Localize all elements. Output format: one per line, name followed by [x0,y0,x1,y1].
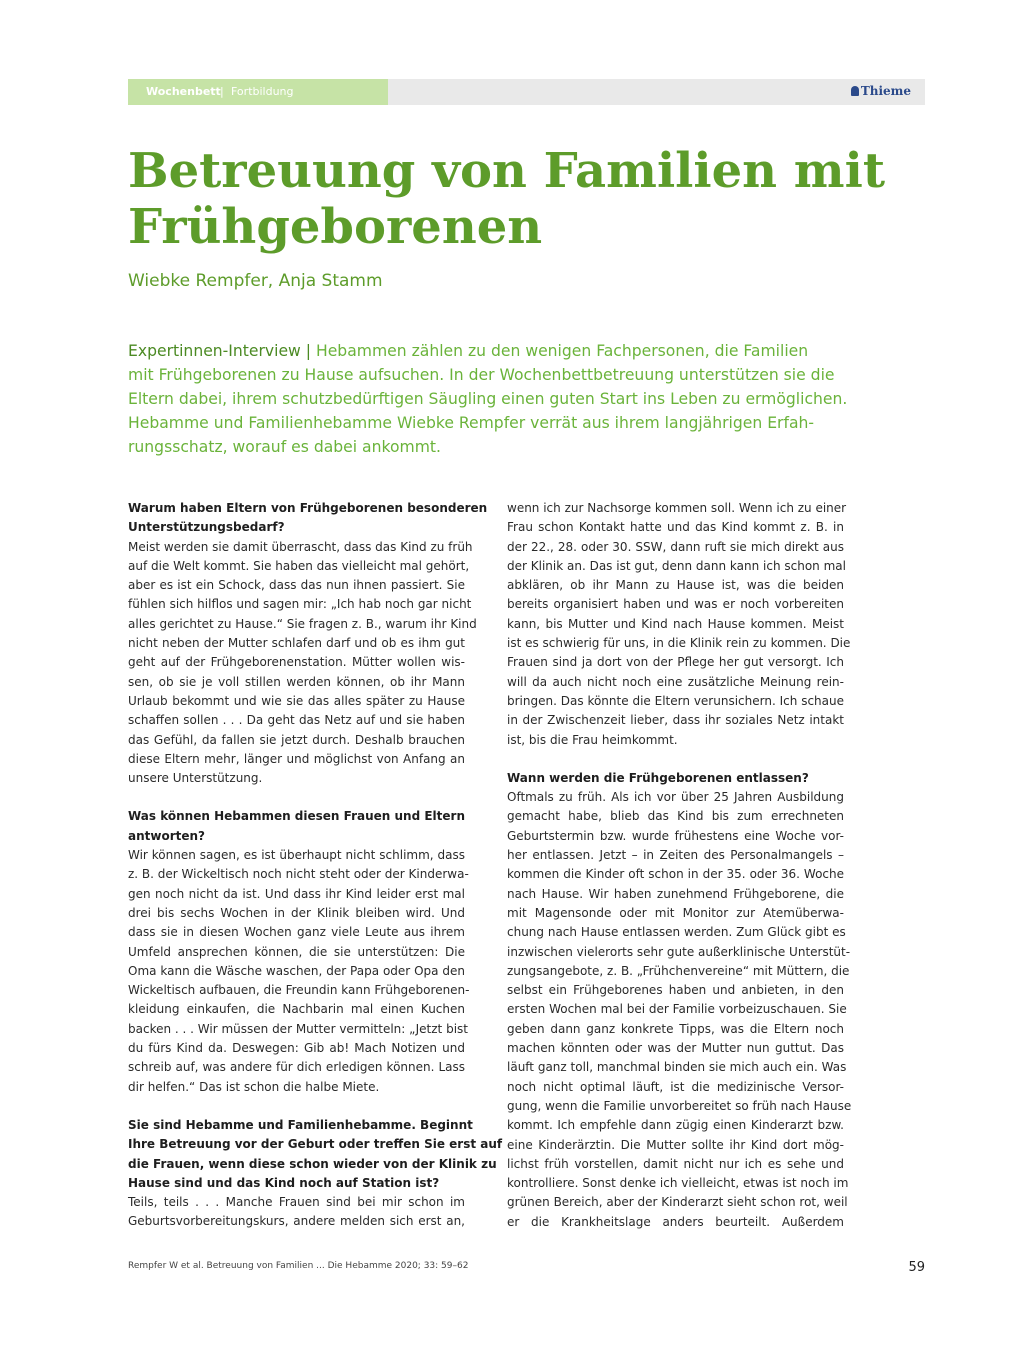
body-text-line: Oma kann die Wäsche waschen, der Papa oder Opa den [128,963,465,978]
section-label: Wochenbett [146,85,221,98]
body-text-line: ist es schwierig für uns, in die Klinik rein zu kommen. Die [507,636,851,651]
interview-question-line: Ihre Betreuung vor der Geburt oder treffen Sie erst auf [128,1137,503,1152]
thieme-logo-icon [851,86,859,96]
body-text-line: gung, wenn die Familie unvorbereitet so früh nach Hause [507,1098,852,1113]
body-text-line: Oftmals zu früh. Als ich vor über 25 Jahren Ausbildung [507,790,844,805]
section-banner [128,79,388,105]
body-column-right [507,499,852,1232]
body-text-line: bringen. Das könnte die Eltern verunsichern. Ich schaue [507,693,844,708]
interview-question-line: Warum haben Eltern von Frühgeborenen besonderen [128,501,488,515]
body-text-line: das Gefühl, da fallen sie jetzt durch. Deshalb brauchen [128,732,465,747]
journal-header-bar [128,79,925,105]
body-text-line: Umfeld ansprechen können, die sie unterstützen: Die [128,944,465,959]
body-text-line: Teils, teils . . . Manche Frauen sind bei mir schon im [128,1195,465,1210]
body-text-line: Urlaub bekommt und wie sie das alles später zu Hause [128,693,465,708]
interview-question-line: antworten? [128,828,206,843]
publisher-name: Thieme [860,84,911,98]
body-text-line: Geburtstermin bzw. wurde frühestens eine Woche vor- [507,828,844,843]
abstract-line-2: mit Frühgeborenen zu Hause aufsuchen. In der Wochenbettbetreuung unterstützen sie die [128,366,835,384]
publisher-logo [851,84,911,98]
body-text-line: noch nicht optimal läuft, ist die medizinische Versor- [507,1079,844,1094]
body-text-line: er die Krankheitslage anders beurteilt. Außerdem [507,1214,844,1229]
body-text-line: sen, ob sie je voll stillen werden können, ob ihr Mann [128,674,465,689]
body-text-line: kann, bis Mutter und Kind nach Hause kommen. Meist [507,616,844,631]
body-text-line: Geburtsvorbereitungskurs, andere melden sich erst an, [128,1214,465,1229]
page-number: 59 [908,1260,925,1275]
title-line-1: Betreuung von Familien mit [128,143,885,199]
interview-question-line: Was können Hebammen diesen Frauen und Eltern [128,809,466,824]
body-column-left [128,499,503,1232]
body-text-line: nach Hause. Wir haben zunehmend Frühgeborene, die [507,886,844,901]
body-text-line: schreib auf, was andere für dich erledigen können. Lass [128,1060,465,1075]
body-text-line: kommen die Kinder oft schon in der 35. oder 36. Woche [507,867,844,882]
article-title [128,143,928,255]
body-text-line: eine Kinderärztin. Die Mutter sollte ihr Kind dort mög- [507,1137,844,1152]
body-text-line: backen . . . Wir müssen der Mutter vermitteln: „Jetzt bist [128,1021,468,1036]
body-text-line: auf die Welt kommt. Sie haben das vielleicht mal gehört, [128,558,470,573]
body-text-line: der 22., 28. oder 30. SSW, dann ruft sie mich direkt aus [507,539,844,554]
abstract-line-3: Eltern dabei, ihrem schutzbedürftigen Säugling einen guten Start ins Leben zu ermöglichen. [128,390,848,408]
section-separator: | [220,85,224,98]
body-text-line: her entlassen. Jetzt – in Zeiten des Personalmangels – [507,848,844,863]
body-text-line: geben dann ganz konkrete Tipps, was die Eltern noch [507,1021,844,1036]
body-text-line: lichst früh vorstellen, damit nicht nur ich es sehe und [507,1156,844,1171]
title-line-2: Frühgeborenen [128,199,543,255]
paragraph-gap [507,750,844,769]
body-text-line: will da auch nicht noch eine zusätzliche Meinung rein- [507,674,844,689]
abstract-line-5: rungsschatz, worauf es dabei ankommt. [128,438,441,456]
body-text-line: aber es ist ein Schock, dass das nun ihnen passiert. Sie [128,578,465,593]
body-text-line: Wir können sagen, es ist überhaupt nicht schlimm, dass [128,848,465,863]
body-text-line: diese Eltern mehr, länger und möglichst von Anfang an [128,751,465,766]
body-text-line: schaffen sollen . . . Da geht das Netz auf und sie haben [128,713,465,728]
body-text-line: machen könnten oder was der Mutter nun guttut. Das [507,1041,844,1056]
body-text-line: Frauen sind ja dort von der Pflege her gut versorgt. Ich [507,655,844,670]
body-text-line: gen noch nicht da ist. Und dass ihr Kind leider erst mal [128,886,465,901]
body-text-line: Frau schon Kontakt hatte und das Kind kommt z. B. in [507,520,844,535]
body-text-line: fühlen sich hilflos und sagen mir: „Ich hab noch gar nicht [128,597,472,612]
paragraph-gap [128,1097,465,1116]
body-text-line: dass sie in diesen Wochen ganz viele Leute aus ihrem [128,925,465,940]
interview-question-line: Sie sind Hebamme und Familienhebamme. Beginnt [128,1117,473,1132]
body-text-line: chung nach Hause entlassen werden. Zum Glück gibt es [507,925,846,940]
body-text-line: drei bis sechs Wochen in der Klinik bleiben wird. Und [128,905,465,920]
body-text-line: grünen Bereich, aber der Kinderarzt sieht schon rot, weil [507,1195,848,1210]
citation-footer: Rempfer W et al. Betreuung von Familien ... Die Hebamme 2020; 33: 59–62 [128,1261,469,1271]
abstract-line-1: Expertinnen-Interview | Hebammen zählen zu den wenigen Fachpersonen, die Familien [128,342,809,360]
interview-question-line: Unterstützungsbedarf? [128,520,285,535]
body-text-line: inzwischen vielerorts sehr gute außerklinische Unterstüt- [507,944,851,959]
body-text-line: mit Magensonde oder mit Monitor zur Atemüberwa- [507,905,844,920]
body-text-line: ist, bis die Frau heimkommt. [507,732,678,747]
body-text-line: der Klinik an. Das ist gut, denn dann kann ich schon mal [507,558,846,573]
body-text-line: selbst ein Frühgeborenes haben und anbieten, in den [507,983,844,998]
body-text-line: kontrolliere. Sonst denke ich vielleicht, etwas ist noch im [507,1176,849,1191]
body-text-line: bereits organisiert haben und was er noch vorbereiten [507,597,844,612]
author-list: Wiebke Rempfer, Anja Stamm [128,271,383,291]
body-text-line: nicht neben der Mutter schlafen darf und ob es ihm gut [128,636,465,651]
body-text-line: wenn ich zur Nachsorge kommen soll. Wenn ich zu einer [507,501,847,515]
body-text-line: kommt. Ich empfehle dann zügig einen Kinderarzt bzw. [507,1118,844,1133]
abstract-lead: Expertinnen-Interview | [128,342,316,360]
body-text-line: gemacht habe, blieb das Kind bis zum errechneten [507,809,844,824]
body-text-line: kleidung einkaufen, die Nachbarin mal einen Kuchen [128,1002,465,1017]
interview-question-line: Wann werden die Frühgeborenen entlassen? [507,770,809,785]
body-text-line: du fürs Kind da. Deswegen: Gib ab! Mach Notizen und [128,1041,465,1056]
body-text-line: geht auf der Frühgeborenenstation. Mütter wollen wis- [128,655,465,670]
category-label: Fortbildung [231,85,294,98]
interview-question-line: die Frauen, wenn diese schon wieder von der Klinik zu [128,1156,497,1171]
body-text-line: z. B. der Wickeltisch noch nicht steht oder der Kinderwa- [128,867,469,882]
abstract-line-4: Hebamme und Familienhebamme Wiebke Rempfer verrät aus ihrem langjährigen Erfah- [128,414,815,432]
interview-question-line: Hause sind und das Kind noch auf Station ist? [128,1175,440,1190]
body-text-line: unsere Unterstützung. [128,771,263,786]
paragraph-gap [128,788,465,807]
body-text-line: dir helfen.“ Das ist schon die halbe Miete. [128,1079,380,1094]
body-text-line: alles gerichtet zu Hause.“ Sie fragen z. B., warum ihr Kind [128,616,477,631]
body-text-line: läuft ganz toll, manchmal binden sie mich auch ein. Was [507,1060,847,1075]
body-text-line: ersten Wochen mal bei der Familie vorbeizuschauen. Sie [507,1002,847,1017]
body-text-line: Wickeltisch aufbauen, die Freundin kann Frühgeborenen- [128,983,470,998]
body-text-line: zungsangebote, z. B. „Frühchenvereine“ mit Müttern, die [507,963,850,978]
body-text-line: Meist werden sie damit überrascht, dass das Kind zu früh [128,539,473,554]
body-text-line: abklären, ob ihr Mann zu Hause ist, was die beiden [507,578,844,593]
body-text-line: in der Zwischenzeit lieber, dass ihr soziales Netz intakt [507,713,844,728]
